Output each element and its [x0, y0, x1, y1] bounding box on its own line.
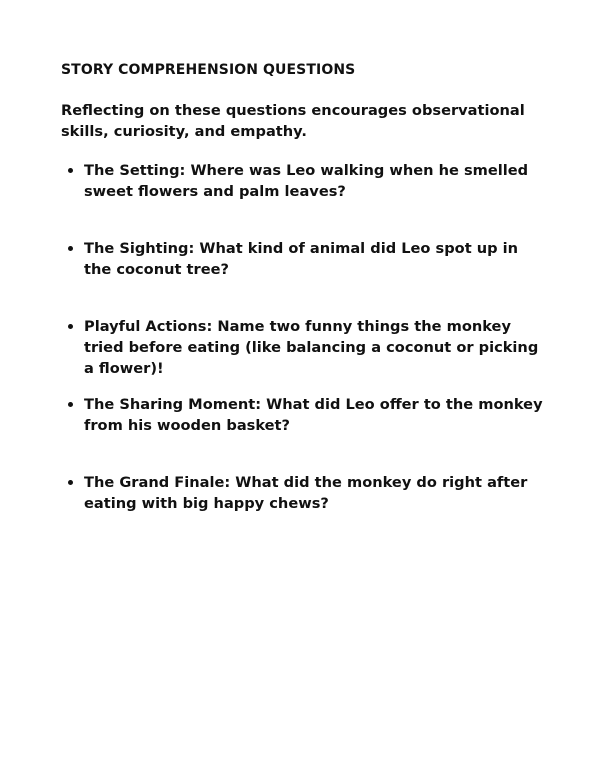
question-text: The Grand Finale: What did the monkey do right after eating with big happy chews?: [84, 474, 528, 512]
question-text: The Setting: Where was Leo walking when he smelled sweet flowers and palm leaves?: [84, 162, 529, 200]
bullet-icon: [68, 168, 73, 173]
bullet-icon: [68, 246, 73, 251]
page-title: STORY COMPREHENSION QUESTIONS: [61, 62, 356, 78]
question-text: Playful Actions: Name two funny things the monkey tried before eating (like balancing a coconut or picking a flower)!: [84, 318, 539, 377]
bullet-icon: [68, 480, 73, 485]
question-text: The Sharing Moment: What did Leo offer to the monkey from his wooden basket?: [84, 396, 543, 434]
list-item: [61, 394, 550, 472]
list-item: [61, 472, 550, 550]
list-item: [61, 160, 550, 238]
question-list: [61, 160, 550, 550]
question-text: The Sighting: What kind of animal did Leo spot up in the coconut tree?: [84, 240, 519, 278]
list-item: [61, 238, 550, 316]
bullet-icon: [68, 402, 73, 407]
bullet-icon: [68, 324, 73, 329]
intro-paragraph: Reflecting on these questions encourages observational skills, curiosity, and empathy.: [61, 102, 525, 140]
list-item: [61, 316, 550, 394]
